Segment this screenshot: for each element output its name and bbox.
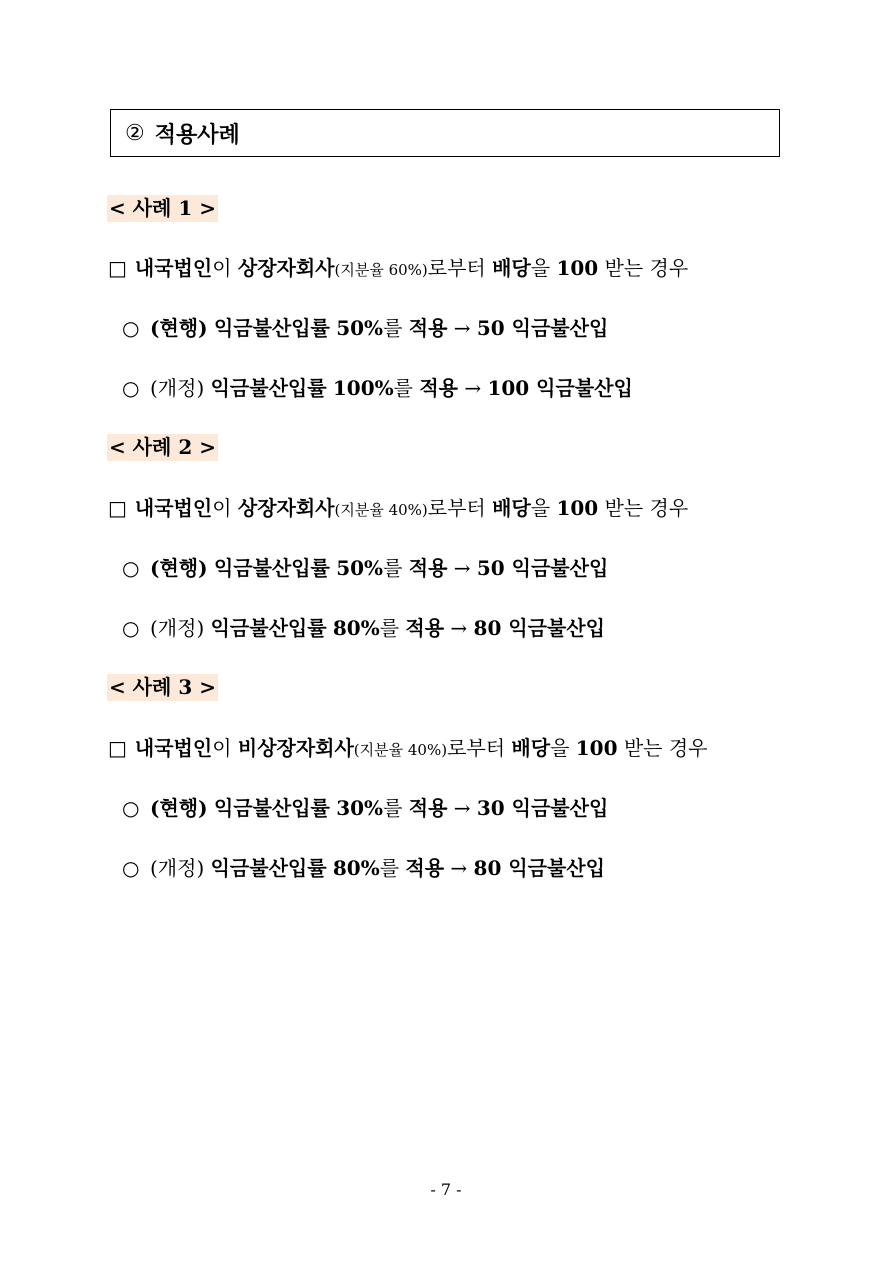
share-ratio: (지분율 60%) [334, 261, 428, 279]
result: 100 익금불산입 [487, 376, 633, 400]
verb: 적용 [419, 376, 458, 400]
particle: 을 [550, 736, 570, 760]
particle: 를 [379, 856, 400, 880]
dividend: 배당 [492, 256, 531, 280]
verb: 적용 [408, 316, 448, 340]
particle: 를 [383, 556, 403, 580]
company-type: 비상장자회사 [237, 736, 354, 760]
case-1-revised [122, 374, 633, 402]
tag: (개정) [150, 376, 205, 400]
dividend: 배당 [492, 496, 531, 520]
rate-label: 익금불산입률 [210, 616, 327, 640]
rate-label: 익금불산입률 [213, 556, 330, 580]
circle-bullet-icon: ○ [122, 796, 140, 820]
page-number: - 7 - [430, 1180, 462, 1199]
case-1-current [122, 314, 608, 342]
particle: 를 [383, 316, 403, 340]
from-text: 로부터 [427, 256, 486, 280]
tag: (개정) [150, 856, 205, 880]
tag: (현행) [150, 556, 208, 580]
tail-text: 받는 경우 [604, 496, 689, 520]
case-1-main [108, 254, 688, 284]
amount: 100 [556, 256, 599, 280]
arrow-icon: → [464, 376, 482, 400]
rate: 50% [336, 316, 384, 340]
verb: 적용 [408, 796, 448, 820]
tag: (개정) [150, 616, 205, 640]
verb: 적용 [408, 556, 448, 580]
rate-label: 익금불산입률 [213, 316, 330, 340]
rate: 80% [332, 616, 380, 640]
section-number: ② [125, 120, 145, 146]
amount: 100 [556, 496, 599, 520]
tail-text: 받는 경우 [623, 736, 708, 760]
case-label-1: < 사례 1 > [109, 196, 216, 220]
rate-label: 익금불산입률 [210, 376, 327, 400]
rate-label: 익금불산입률 [213, 796, 330, 820]
case-2-main [108, 494, 688, 524]
verb: 적용 [405, 856, 445, 880]
particle: 을 [530, 496, 551, 520]
share-ratio: (지분율 40%) [353, 741, 448, 759]
rate: 100% [332, 376, 394, 400]
arrow-icon: → [453, 316, 471, 340]
particle: 이 [212, 736, 232, 760]
case-label-3: < 사례 3 > [109, 675, 216, 699]
circle-bullet-icon: ○ [122, 376, 140, 400]
particle: 이 [212, 256, 232, 280]
rate-label: 익금불산입률 [210, 856, 327, 880]
case-2-revised [122, 614, 605, 642]
share-ratio: (지분율 40%) [334, 501, 428, 519]
circle-bullet-icon: ○ [122, 856, 140, 880]
rate: 80% [332, 856, 380, 880]
square-bullet-icon: □ [108, 496, 127, 520]
dividend: 배당 [511, 736, 551, 760]
case-3-current [122, 794, 608, 822]
from-text: 로부터 [447, 736, 506, 760]
rate: 50% [336, 556, 384, 580]
section-heading [110, 109, 780, 157]
subject: 내국법인 [134, 256, 213, 280]
tail-text: 받는 경우 [604, 256, 689, 280]
square-bullet-icon: □ [108, 256, 127, 280]
case-3-revised [122, 854, 605, 882]
company-type: 상장자회사 [237, 496, 335, 520]
section-title: 적용사례 [154, 121, 240, 148]
circle-bullet-icon: ○ [122, 556, 140, 580]
arrow-icon: → [453, 556, 471, 580]
tag: (현행) [150, 316, 208, 340]
arrow-icon: → [450, 616, 468, 640]
result: 50 익금불산입 [476, 556, 609, 580]
case-label-2: < 사례 2 > [109, 435, 216, 459]
circle-bullet-icon: ○ [122, 316, 140, 340]
circle-bullet-icon: ○ [122, 616, 140, 640]
subject: 내국법인 [134, 736, 213, 760]
arrow-icon: → [453, 796, 471, 820]
result: 50 익금불산입 [476, 316, 609, 340]
result: 80 익금불산입 [473, 616, 605, 640]
verb: 적용 [405, 616, 445, 640]
from-text: 로부터 [427, 496, 486, 520]
square-bullet-icon: □ [108, 736, 127, 760]
particle: 를 [393, 376, 413, 400]
company-type: 상장자회사 [237, 256, 335, 280]
particle: 를 [379, 616, 400, 640]
case-3-main [108, 734, 708, 764]
particle: 를 [383, 796, 403, 820]
arrow-icon: → [450, 856, 468, 880]
result: 80 익금불산입 [473, 856, 605, 880]
case-2-current [122, 554, 608, 582]
particle: 을 [530, 256, 551, 280]
result: 30 익금불산입 [476, 796, 609, 820]
amount: 100 [575, 736, 618, 760]
subject: 내국법인 [134, 496, 213, 520]
rate: 30% [336, 796, 384, 820]
particle: 이 [212, 496, 232, 520]
tag: (현행) [150, 796, 208, 820]
